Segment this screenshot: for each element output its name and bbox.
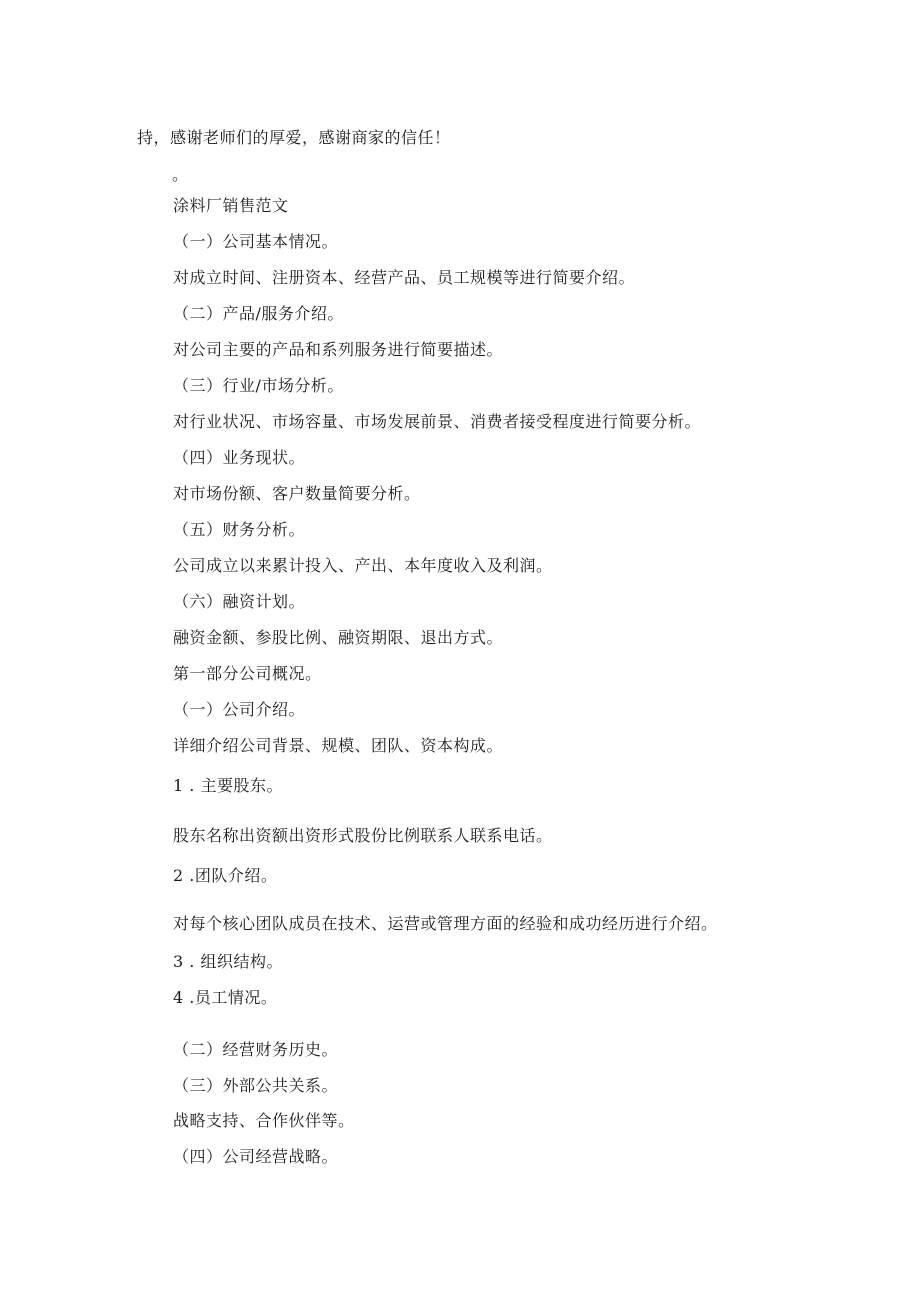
paragraph-2: 对公司主要的产品和系列服务进行简要描述。	[173, 340, 504, 359]
section-heading-3: （三）行业/市场分析。	[173, 376, 344, 395]
section-heading-4: （四）业务现状。	[173, 448, 306, 467]
subsection-heading-4: （四）公司经营战略。	[173, 1147, 339, 1166]
paragraph-4: 对市场份额、客户数量简要分析。	[173, 484, 421, 503]
paragraph-7: 详细介绍公司背景、规模、团队、资本构成。	[173, 736, 504, 755]
numbered-item-2: 2 .团队介绍。	[173, 866, 278, 885]
section-heading-2: （二）产品/服务介绍。	[173, 304, 344, 323]
paragraph-5: 公司成立以来累计投入、产出、本年度收入及利润。	[173, 556, 553, 575]
section-heading-6: （六）融资计划。	[173, 592, 306, 611]
numbered-item-1: 1 . 主要股东。	[173, 776, 283, 795]
subsection-heading-1: （一）公司介绍。	[173, 700, 306, 719]
text-line-continuation: 持，感谢老师们的厚爱，感谢商家的信任！	[137, 128, 451, 147]
subsection-heading-3: （三）外部公共关系。	[173, 1076, 339, 1095]
paragraph-10: 战略支持、合作伙伴等。	[173, 1111, 355, 1130]
paragraph-8: 股东名称出资额出资形式股份比例联系人联系电话。	[173, 826, 553, 845]
section-heading-1: （一）公司基本情况。	[173, 232, 339, 251]
part-heading: 第一部分公司概况。	[173, 664, 322, 683]
numbered-item-4: 4 .员工情况。	[173, 988, 278, 1007]
document-title: 涂料厂销售范文	[173, 196, 289, 215]
text-line-period: 。	[172, 165, 189, 184]
paragraph-6: 融资金额、参股比例、融资期限、退出方式。	[173, 628, 504, 647]
section-heading-5: （五）财务分析。	[173, 520, 306, 539]
paragraph-3: 对行业状况、市场容量、市场发展前景、消费者接受程度进行简要分析。	[173, 412, 702, 431]
subsection-heading-2: （二）经营财务历史。	[173, 1040, 339, 1059]
numbered-item-3: 3 . 组织结构。	[173, 952, 283, 971]
paragraph-1: 对成立时间、注册资本、经营产品、员工规模等进行简要介绍。	[173, 268, 636, 287]
paragraph-9: 对每个核心团队成员在技术、运营或管理方面的经验和成功经历进行介绍。	[173, 914, 718, 933]
